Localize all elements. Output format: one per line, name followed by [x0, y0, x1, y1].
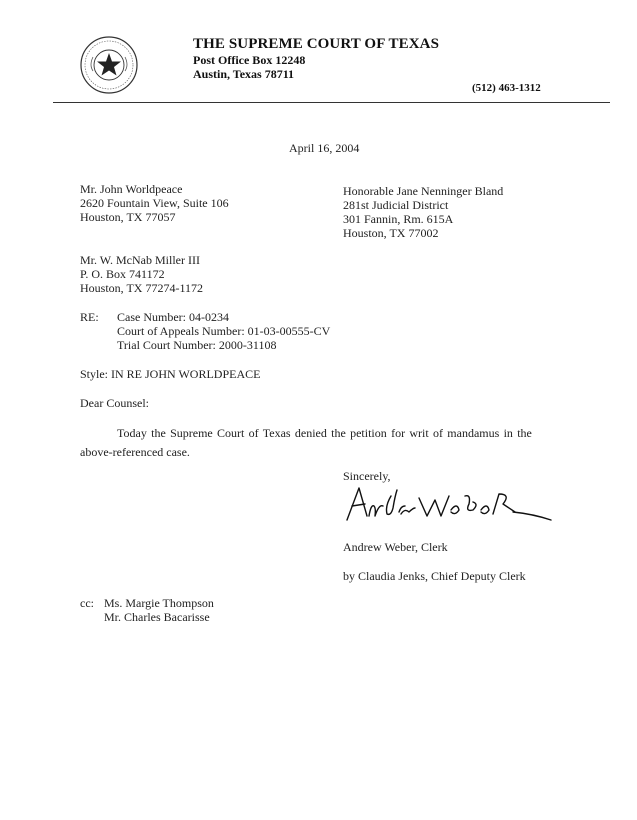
header-divider — [53, 102, 610, 103]
court-phone: (512) 463-1312 — [472, 82, 541, 94]
court-seal-icon — [79, 35, 139, 95]
letter-date: April 16, 2004 — [289, 141, 360, 155]
re-details — [117, 310, 330, 352]
recipient-left — [80, 182, 229, 224]
recipient-left-line: Mr. John Worldpeace — [80, 182, 183, 196]
recipient-right-line: Honorable Jane Nenninger Bland — [343, 184, 504, 198]
recipient-second-line: P. O. Box 741172 — [80, 267, 165, 281]
recipient-right — [343, 184, 503, 240]
deputy-clerk: by Claudia Jenks, Chief Deputy Clerk — [343, 569, 526, 583]
cc-list — [104, 596, 214, 624]
recipient-second-line: Houston, TX 77274-1172 — [80, 281, 203, 295]
recipient-second-line: Mr. W. McNab Miller III — [80, 253, 200, 267]
recipient-right-line: Houston, TX 77002 — [343, 226, 439, 240]
signer-name: Andrew Weber, Clerk — [343, 540, 448, 554]
re-line: Trial Court Number: 2000-31108 — [117, 338, 277, 352]
court-address-line1: Post Office Box 12248 — [193, 53, 306, 67]
recipient-left-line: Houston, TX 77057 — [80, 210, 176, 224]
recipient-right-line: 281st Judicial District — [343, 198, 449, 212]
cc-label: cc: — [80, 596, 94, 610]
court-name: THE SUPREME COURT OF TEXAS — [193, 36, 440, 52]
handwritten-signature — [343, 482, 553, 526]
closing: Sincerely, — [343, 469, 391, 483]
salutation: Dear Counsel: — [80, 396, 149, 410]
court-address-line2: Austin, Texas 78711 — [193, 67, 295, 81]
cc-recipient: Ms. Margie Thompson — [104, 596, 214, 610]
body-paragraph-line1 — [117, 426, 567, 440]
body-paragraph-line2: above-referenced case. — [80, 445, 190, 459]
cc-recipient: Mr. Charles Bacarisse — [104, 610, 210, 624]
style-line: Style: IN RE JOHN WORLDPEACE — [80, 367, 261, 381]
re-line: Case Number: 04-0234 — [117, 310, 229, 324]
recipient-left-line: 2620 Fountain View, Suite 106 — [80, 196, 229, 210]
re-label: RE: — [80, 310, 99, 324]
re-line: Court of Appeals Number: 01-03-00555-CV — [117, 324, 331, 338]
recipient-right-line: 301 Fannin, Rm. 615A — [343, 212, 454, 226]
recipient-second — [80, 253, 203, 295]
body-text: Today the Supreme Court of Texas denied the petition for writ of mandamus in the — [117, 426, 532, 440]
